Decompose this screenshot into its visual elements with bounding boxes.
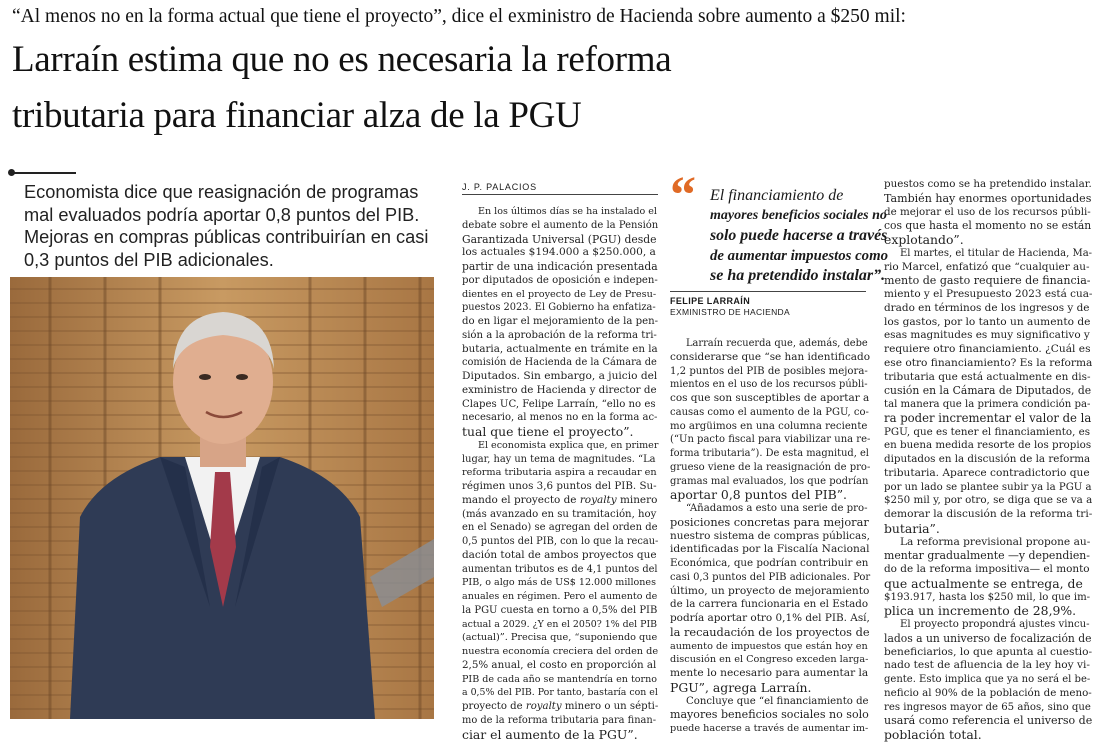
body-line: causas como el aumento de la PGU, co- <box>670 406 869 418</box>
pullquote-name: FELIPE LARRAÍN <box>670 296 751 306</box>
body-line: mentar gradualmente —y dependien- <box>884 549 1090 563</box>
body-line: mente lo necesario para aumentar la <box>670 667 869 679</box>
body-line: Económica, que podrían contribuir en <box>670 557 869 569</box>
body-line: Clapes UC, Felipe Larraín, “ello no es <box>462 398 656 410</box>
body-line: explotando”. <box>884 232 964 247</box>
body-line: El martes, el titular de Hacienda, Ma- <box>900 247 1093 259</box>
body-line: forma tributaria”). De esta magnitud, el <box>670 448 869 459</box>
deck-bullet <box>8 169 15 176</box>
body-line: 0,5 puntos del PIB, con lo que la recau- <box>462 536 659 547</box>
body-line: (actual)”. Precisa que, “suponiendo que <box>462 632 658 644</box>
body-line: También hay enormes oportunidades <box>884 191 1092 205</box>
body-line: por un lado se plantee subir ya la PGU a <box>884 481 1092 493</box>
body-line: demorar la discusión de la reforma tri- <box>884 508 1093 520</box>
body-line: puestos como se ha pretendido instalar. <box>884 178 1092 190</box>
body-line: (más avanzado en su tramitación, hoy <box>462 508 657 520</box>
body-line: “Añadamos a esto una serie de pro- <box>686 503 868 514</box>
body-line: cusión en la Cámara de Diputados, de <box>884 384 1092 398</box>
body-line: diputados en la discusión de la reforma <box>884 453 1091 465</box>
portrait-photo <box>10 277 434 719</box>
kicker: “Al menos no en la forma actual que tiene el proyecto”, dice el exministro de Hacienda sobre aumento a $250 mil: <box>12 6 906 27</box>
body-line: rio Marcel, enfatizó que “cualquier au- <box>884 260 1090 273</box>
quote-mark-icon: “ <box>670 167 696 224</box>
body-column-1 <box>462 205 658 741</box>
body-line: grueso viene de la reasignación de pro- <box>670 461 871 473</box>
body-line: mo argüimos en una columna reciente <box>670 420 868 432</box>
body-line: PGU, que es tener el financiamiento, es <box>884 425 1090 438</box>
body-line: La reforma previsional propone au- <box>900 535 1091 548</box>
headline-line: tributaria para financiar alza de la PGU <box>12 95 582 136</box>
headline-line: Larraín estima que no es necesaria la reforma <box>12 39 672 80</box>
body-line: cos que son susceptibles de aportar a <box>670 392 870 404</box>
pullquote-rule <box>670 291 866 292</box>
body-line: res ingresos mayor de 65 años, sino que <box>884 701 1091 713</box>
body-line: los gastos, por lo tanto un aumento de <box>884 315 1091 328</box>
deck <box>24 181 444 271</box>
body-line: mientos en el uso de los recursos públi- <box>670 379 868 391</box>
body-line: necesario, al menos no en la forma ac- <box>462 412 658 424</box>
body-line: (“Un pacto fiscal para viabilizar una re- <box>670 434 871 446</box>
pullquote-role: EXMINISTRO DE HACIENDA <box>670 307 790 317</box>
body-line: $193.917, hasta los $250 mil, lo que im- <box>884 591 1091 603</box>
pullquote-line: solo puede hacerse a través <box>710 227 888 244</box>
body-line: do en ligar el mejoramiento de la pen- <box>462 316 659 327</box>
body-line: discusión en el Congreso exceden larga- <box>670 654 869 666</box>
body-line: régimen unos 3,6 puntos del PIB. Su- <box>462 480 657 492</box>
body-line: posiciones concretas para mejorar <box>670 514 869 529</box>
body-line: la recaudación de los proyectos de <box>670 624 870 639</box>
body-line: lugar, hay un tema de magnitudes. “La <box>462 453 656 465</box>
body-line: esas magnitudes es muy significativo y <box>884 329 1090 342</box>
body-line: do de la reforma impositiva— el monto <box>884 563 1090 575</box>
body-line: debate sobre el aumento de la Pensión <box>462 219 659 231</box>
body-line: proyecto de royalty minero o un sépti- <box>462 701 659 712</box>
body-line: El proyecto propondrá ajustes vincu- <box>900 619 1090 630</box>
body-line: mando el proyecto de royalty minero <box>462 493 658 506</box>
body-line: drado en términos de los ingresos y de <box>884 301 1090 314</box>
body-line: mo de la reforma tributaria para finan- <box>462 714 657 726</box>
body-line: Larraín recuerda que, además, debe <box>686 338 868 349</box>
body-line: dientes en el proyecto de Ley de Presu- <box>462 288 657 300</box>
deck-line: Economista dice que reasignación de programas <box>24 182 419 202</box>
pullquote-line: El financiamiento de <box>710 187 844 204</box>
deck-line: Mejoras en compras públicas contribuirían en casi <box>24 227 429 247</box>
body-line: cos que hasta el momento no se están <box>884 219 1092 233</box>
body-line: Garantizada Universal (PGU) desde <box>462 232 657 246</box>
body-line: nuestra economía creciera del orden de <box>462 646 659 657</box>
body-line: usará como referencia el universo de <box>884 714 1093 728</box>
pullquote-line: de aumentar impuestos como <box>710 248 888 264</box>
body-line: gente. Esto implica que ya no será el be- <box>884 674 1091 685</box>
body-line: los actuales $194.000 a $250.000, a <box>462 246 656 259</box>
headline <box>12 32 1092 144</box>
body-line: butaria, actualmente en trámite en la <box>462 342 658 355</box>
body-line: PIB de cada año se mantendría en torno <box>462 673 657 685</box>
body-line: dación total de ambos proyectos que <box>462 548 657 561</box>
body-line: mento de gasto requiere de financia- <box>884 274 1091 288</box>
byline: J. P. PALACIOS <box>462 182 537 192</box>
body-line: último, un proyecto de mejoramiento <box>670 584 870 597</box>
pullquote-line: se ha pretendido instalar”. <box>710 267 886 284</box>
body-line: puestos 2023. El Gobierno ha enfatiza- <box>462 302 656 314</box>
body-line: 2,5% anual, el costo en proporción al <box>462 658 657 671</box>
body-line: miento y el Presupuesto 2023 está cua- <box>884 288 1093 300</box>
body-line: PIB, o algo más de US$ 12.000 millones <box>462 577 656 589</box>
body-line: casi 0,3 puntos del PIB adicionales. Por <box>670 571 871 583</box>
body-line: beneficiarios, lo que apunta al cuestio- <box>884 645 1093 658</box>
body-line: aumentan tributos es de 4,1 puntos del <box>462 563 658 575</box>
deck-line: 0,3 puntos del PIB adicionales. <box>24 249 274 270</box>
body-column-2 <box>670 337 870 736</box>
body-line: a 0,5% del PIB. Por tanto, bastaría con el <box>462 687 658 699</box>
body-line: mayores beneficios sociales no solo <box>670 708 869 722</box>
body-line: En los últimos días se ha instalado el <box>478 206 657 217</box>
body-line: de la carrera funcionaria en el Estado <box>670 598 869 611</box>
body-line: gramas mal evaluados, los que podrían <box>670 475 869 487</box>
body-line: reforma tributaria aspira a recaudar en <box>462 467 657 479</box>
body-line: tual que tiene el proyecto”. <box>462 424 634 439</box>
body-line: nuestro sistema de compras públicas, <box>670 529 870 542</box>
body-line: requiere otro financiamiento. ¿Cuál es <box>884 343 1091 355</box>
body-line: en buena medida resorte de los propios <box>884 439 1092 452</box>
body-line: sión a la aprobación de la reforma tri- <box>462 329 657 341</box>
body-line: podría aportar otro 0,1% del PIB. Así, <box>670 612 870 624</box>
body-line: considerarse que “se han identificado <box>670 350 870 363</box>
portrait-illustration <box>10 277 434 719</box>
body-line: Diputados. Sin embargo, a juicio del <box>462 370 658 382</box>
body-line: exministro de Hacienda y director de <box>462 383 657 396</box>
pullquote-line: mayores beneficios sociales no <box>710 208 887 223</box>
body-line: puede hacerse a través de aumentar im- <box>670 723 869 734</box>
body-line: $250 mil y, por otro, se diga que se va a <box>884 494 1093 507</box>
body-line: que actualmente se entrega, de <box>884 575 1083 591</box>
body-line: ciar el aumento de la PGU”. <box>462 726 638 742</box>
byline-rule <box>462 194 658 195</box>
deck-rule <box>10 172 76 174</box>
body-line: anuales en régimen. Pero el aumento de <box>462 591 658 602</box>
body-column-3 <box>884 178 1092 742</box>
body-line: El economista explica que, en primer <box>478 439 659 451</box>
body-line: ra poder incrementar el valor de la <box>884 410 1092 425</box>
body-line: lados a un universo de focalización de <box>884 631 1092 645</box>
body-line: neficio al 90% de la población de meno- <box>884 686 1092 699</box>
body-line: plica un incremento de 28,9%. <box>884 603 1077 619</box>
body-line: aportar 0,8 puntos del PIB”. <box>670 487 847 503</box>
pullquote <box>710 186 888 286</box>
deck-line: mal evaluados podría aportar 0,8 puntos del PIB. <box>24 204 420 225</box>
body-line: 1,2 puntos del PIB de posibles mejora- <box>670 365 868 377</box>
body-line: partir de una indicación presentada <box>462 260 658 273</box>
body-line: en el Senado) se agregan del orden de <box>462 522 658 534</box>
body-line: aumento de impuestos que están hoy en <box>670 640 868 652</box>
body-line: tributaria que está actualmente en dis- <box>884 370 1091 383</box>
body-line: identificadas por la Fiscalía Nacional <box>670 543 870 556</box>
body-line: comisión de Hacienda de la Cámara de <box>462 357 657 369</box>
body-line: ese otro financiamiento? Es la reforma <box>884 356 1093 369</box>
body-line: actual a 2029. ¿Y en el 2050? 1% del PIB <box>462 618 658 630</box>
body-line: nado test de afluencia de la ley hoy vi- <box>884 659 1090 672</box>
body-line: Concluye que “el financiamiento de <box>686 695 869 707</box>
body-line: por diputados de oposición e indepen- <box>462 274 658 286</box>
body-line: tal manera que la primera condición pa- <box>884 399 1091 410</box>
body-line: la PGU cuesta en torno a 0,5% del PIB <box>462 604 658 616</box>
body-line: de mejorar el uso de los recursos públi- <box>884 205 1091 218</box>
body-line: población total. <box>884 727 982 742</box>
body-line: butaria”. <box>884 520 940 536</box>
body-line: tributaria. Aparece contradictorio que <box>884 466 1090 479</box>
body-line: PGU”, agrega Larraín. <box>670 679 812 695</box>
